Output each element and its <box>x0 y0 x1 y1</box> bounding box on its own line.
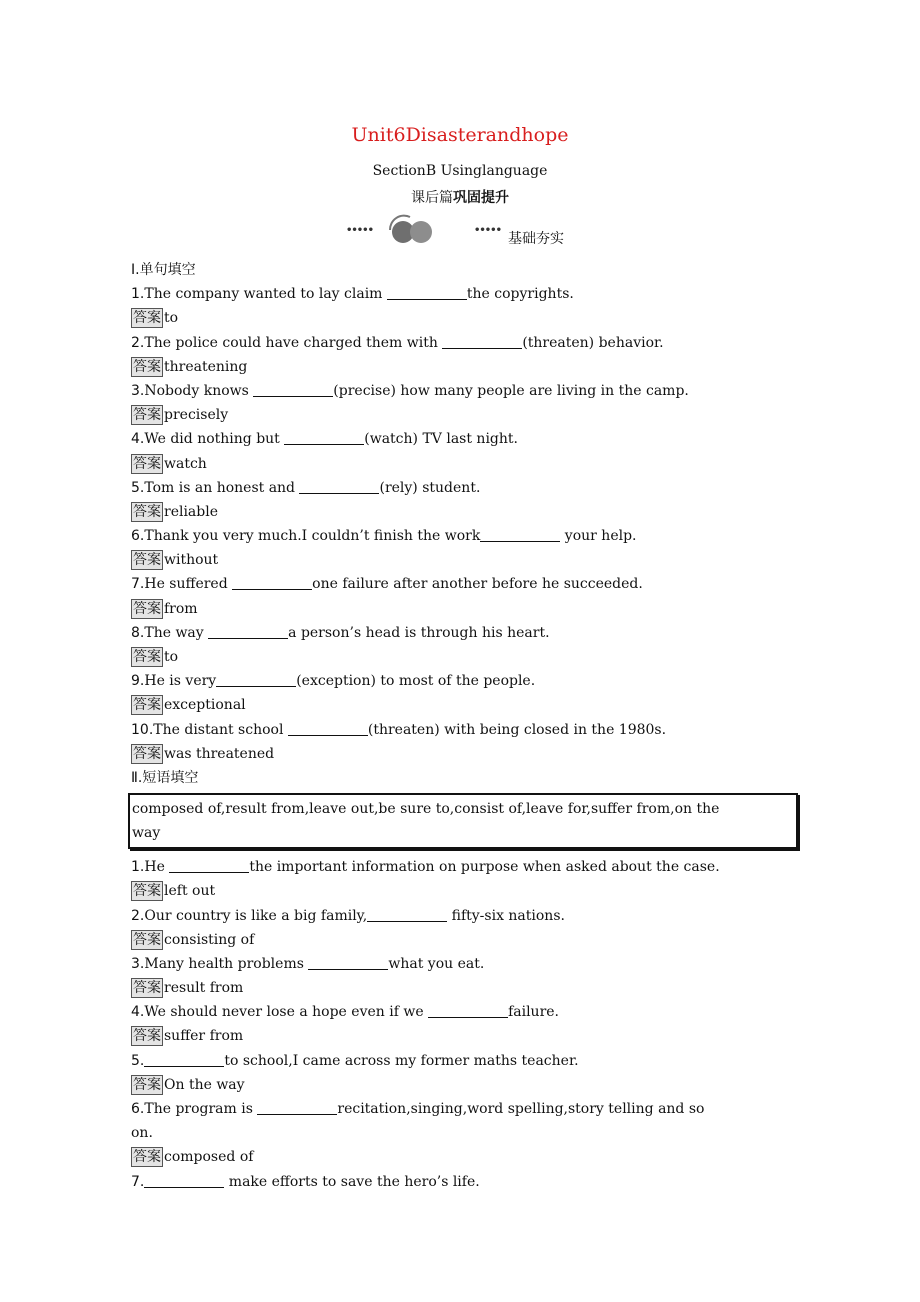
question-line <box>131 952 801 976</box>
subtitle-prefix: 课后篇 <box>411 190 453 206</box>
question-text-before: Our country is like a big family, <box>144 907 368 924</box>
answer-text: to <box>164 310 179 327</box>
answer-text: suffer from <box>164 1028 244 1045</box>
answer-line <box>131 452 801 476</box>
answer-text: consisting of <box>164 931 255 948</box>
question-text-after: (rely) student. <box>379 479 481 496</box>
answer-label: 答案 <box>133 455 161 472</box>
banner-dots-right: ••••• <box>474 225 501 236</box>
fill-blank[interactable] <box>144 1052 224 1067</box>
question-number: 1. <box>131 859 145 876</box>
answer-line <box>131 1073 801 1097</box>
question-number: 2. <box>131 907 145 924</box>
answer-line <box>131 597 801 621</box>
question-number: 6. <box>131 1101 145 1117</box>
fill-blank[interactable] <box>257 1100 337 1115</box>
answer-text: precisely <box>164 407 229 424</box>
answer-label: 答案 <box>133 883 161 900</box>
section2-heading: Ⅱ.短语填空 <box>131 769 199 786</box>
answer-label: 答案 <box>133 407 161 424</box>
answer-text: from <box>164 600 198 617</box>
question-text-before: He <box>144 859 170 876</box>
question-text-after: make efforts to save the hero’s life. <box>224 1173 480 1190</box>
question-line <box>131 331 801 355</box>
question-continuation: on. <box>131 1125 153 1142</box>
answer-line <box>131 928 801 952</box>
fill-blank[interactable] <box>442 334 522 349</box>
question-text-after: one failure after another before he succeeded. <box>312 576 643 593</box>
section-subtitle: SectionB Usinglanguage <box>372 163 548 179</box>
answer-text: result from <box>164 980 244 997</box>
question-number: 10. <box>131 721 154 738</box>
fill-blank[interactable] <box>299 479 379 494</box>
answer-line <box>131 548 801 572</box>
fill-blank[interactable] <box>144 1173 224 1188</box>
answer-line <box>131 306 801 330</box>
answer-label: 答案 <box>133 503 161 520</box>
answer-text: left out <box>164 883 216 900</box>
fill-blank[interactable] <box>169 858 249 873</box>
answer-line <box>131 645 801 669</box>
page-title: Unit6Disasterandhope <box>351 124 569 146</box>
banner-label: 基础夯实 <box>508 231 564 247</box>
question-text-before: Nobody knows <box>144 382 254 399</box>
answer-text: On the way <box>164 1076 245 1093</box>
question-line <box>131 427 801 451</box>
question-number: 9. <box>131 673 145 690</box>
question-line <box>131 621 801 645</box>
answer-line <box>131 355 801 379</box>
question-text-after: fifty-six nations. <box>447 907 565 924</box>
question-text-before: The distant school <box>153 721 288 738</box>
question-number: 6. <box>131 528 145 545</box>
question-text-before: Thank you very much.I couldn’t finish the work <box>144 528 481 545</box>
answer-label: 答案 <box>133 1028 161 1045</box>
answer-line <box>131 742 801 766</box>
question-line <box>131 1170 801 1194</box>
question-text-before: The company wanted to lay claim <box>144 286 387 303</box>
question-line <box>131 718 801 742</box>
question-text-before: The way <box>144 624 209 641</box>
fill-blank[interactable] <box>480 527 560 542</box>
answer-line <box>131 1024 801 1048</box>
answer-text: threatening <box>164 358 248 375</box>
question-text-before: He suffered <box>144 576 233 593</box>
answer-label: 答案 <box>133 980 161 997</box>
fill-blank[interactable] <box>208 624 288 639</box>
question-number: 7. <box>131 576 145 593</box>
question-text-before: Tom is an honest and <box>144 479 300 496</box>
question-text-before: Many health problems <box>144 955 309 972</box>
question-number: 3. <box>131 955 145 972</box>
question-text-after: failure. <box>508 1004 559 1021</box>
answer-label: 答案 <box>133 358 161 375</box>
double-circle-icon <box>386 214 436 246</box>
answer-line <box>131 879 801 903</box>
question-text-after: (threaten) with being closed in the 1980s. <box>367 721 667 738</box>
fill-blank[interactable] <box>284 430 364 445</box>
answer-label: 答案 <box>133 600 161 617</box>
question-number: 4. <box>131 1004 145 1021</box>
question-text-before: We should never lose a hope even if we <box>144 1004 429 1021</box>
fill-blank[interactable] <box>288 721 368 736</box>
fill-blank[interactable] <box>367 907 447 922</box>
question-number: 2. <box>131 334 145 351</box>
answer-text: exceptional <box>164 697 246 714</box>
answer-text: reliable <box>164 503 219 520</box>
section1-heading: Ⅰ.单句填空 <box>131 262 196 278</box>
section-banner <box>346 214 586 246</box>
answer-text: to <box>164 649 179 665</box>
question-line <box>131 282 801 306</box>
fill-blank[interactable] <box>216 672 296 687</box>
banner-dots-left: ••••• <box>346 225 373 236</box>
question-text-before: He is very <box>144 673 217 690</box>
phrase-bank-line1: composed of,result from,leave out,be sure to,consist of,leave for,suffer from,on the <box>132 801 720 818</box>
question-text-after: (exception) to most of the people. <box>296 673 536 690</box>
question-line <box>131 1000 801 1024</box>
question-text-after: what you eat. <box>388 955 485 972</box>
phrase-bank-line2: way <box>132 825 161 842</box>
question-text-after: (threaten) behavior. <box>522 334 664 351</box>
question-line <box>131 904 801 928</box>
practice-subtitle <box>0 187 920 207</box>
question-line <box>131 669 801 693</box>
question-number: 4. <box>131 431 145 448</box>
question-text-after: recitation,singing,word spelling,story telling and so <box>337 1101 705 1117</box>
answer-line <box>131 500 801 524</box>
question-line <box>131 1097 801 1121</box>
fill-blank[interactable] <box>308 955 388 970</box>
answer-line <box>131 976 801 1000</box>
answer-text: without <box>164 552 219 569</box>
answer-line <box>131 693 801 717</box>
answer-label: 答案 <box>133 1076 161 1093</box>
question-number: 5. <box>131 1052 145 1069</box>
question-line <box>131 572 801 596</box>
question-number: 8. <box>131 624 145 641</box>
question-text-after: the important information on purpose when asked about the case. <box>249 859 720 876</box>
fill-blank[interactable] <box>232 575 312 590</box>
question-number: 3. <box>131 382 145 399</box>
question-text-after: a person’s head is through his heart. <box>288 624 550 641</box>
question-number: 1. <box>131 286 145 303</box>
question-line <box>131 1049 801 1073</box>
question-text-after: the copyrights. <box>466 286 574 303</box>
question-text-after: to school,I came across my former maths teacher. <box>224 1052 579 1069</box>
question-text-after: (precise) how many people are living in the camp. <box>333 382 689 399</box>
question-number: 5. <box>131 479 145 496</box>
question-text-before: We did nothing but <box>144 431 285 448</box>
question-text-after: your help. <box>560 528 637 545</box>
answer-text: composed of <box>164 1149 254 1166</box>
question-text-before: The program is <box>144 1101 258 1117</box>
question-line <box>131 476 801 500</box>
answer-label: 答案 <box>133 649 161 665</box>
subtitle-bold: 巩固提升 <box>453 190 509 206</box>
question-line <box>131 524 801 548</box>
answer-line <box>131 1145 801 1169</box>
fill-blank[interactable] <box>428 1003 508 1018</box>
question-text-after: (watch) TV last night. <box>364 431 518 448</box>
exercise-content <box>131 258 801 1194</box>
section1-questions <box>131 282 801 766</box>
answer-line <box>131 403 801 427</box>
answer-label: 答案 <box>133 552 161 569</box>
answer-label: 答案 <box>133 1149 161 1166</box>
question-text-before: The police could have charged them with <box>144 334 443 351</box>
answer-label: 答案 <box>133 310 161 327</box>
answer-text: was threatened <box>164 745 275 762</box>
answer-text: watch <box>164 455 207 472</box>
answer-label: 答案 <box>133 697 161 714</box>
fill-blank[interactable] <box>387 285 467 300</box>
question-line <box>131 379 801 403</box>
answer-label: 答案 <box>133 931 161 948</box>
question-number: 7. <box>131 1173 145 1190</box>
section2-questions <box>131 855 801 1194</box>
fill-blank[interactable] <box>253 382 333 397</box>
phrase-bank <box>128 793 798 849</box>
question-line <box>131 855 801 879</box>
answer-label: 答案 <box>133 745 161 762</box>
